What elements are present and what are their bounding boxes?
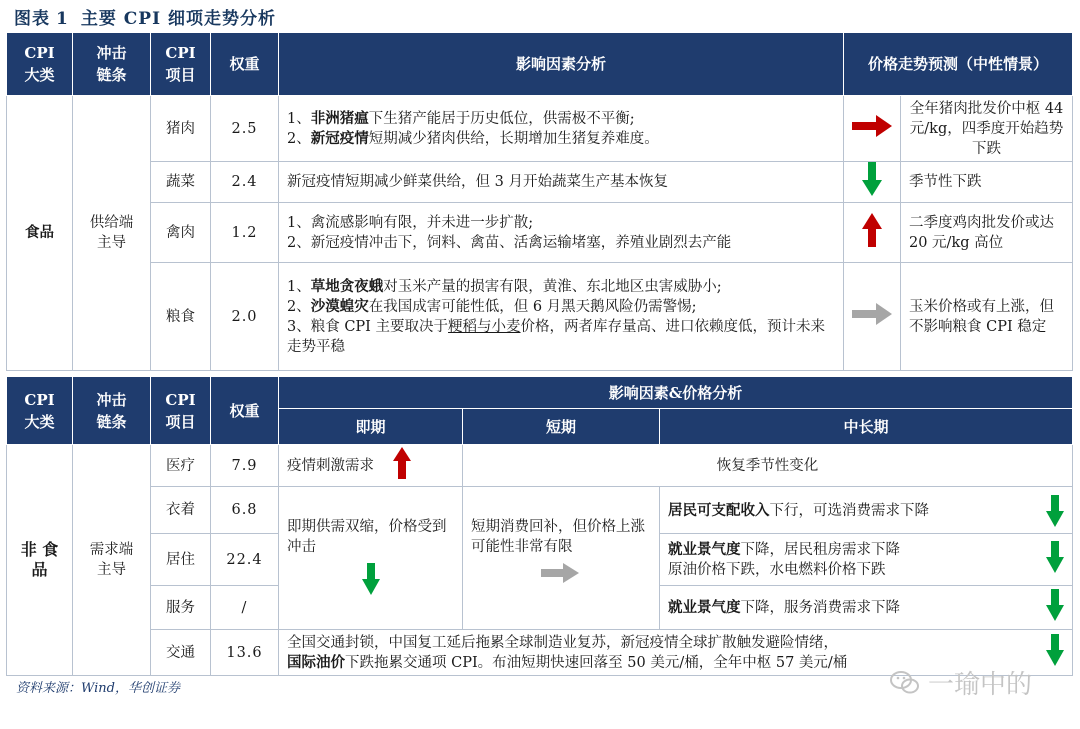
item-transport: 交通 — [151, 630, 211, 676]
header-price-forecast: 价格走势预测（中性情景） — [844, 33, 1073, 96]
up-red-arrow-icon — [393, 447, 411, 485]
demand-chain-cell: 需求端 主导 — [73, 445, 151, 676]
item-vegetables: 蔬菜 — [151, 162, 211, 203]
forecast-pork: 全年猪肉批发价中枢 44 元/kg，四季度开始趋势下跌 — [901, 96, 1073, 162]
header2-immediate: 即期 — [279, 409, 463, 445]
weight-service: / — [211, 586, 279, 630]
immediate-medical: 疫情刺激需求 — [279, 445, 463, 487]
item-clothing: 衣着 — [151, 487, 211, 534]
down-green-arrow-icon — [1046, 589, 1064, 627]
down-green-arrow-icon — [1046, 495, 1064, 533]
weight-vegetables: 2.4 — [211, 162, 279, 203]
down-green-arrow-icon — [844, 162, 901, 203]
weight-pork: 2.5 — [211, 96, 279, 162]
header2-shock-chain: 冲击 链条 — [73, 377, 151, 445]
factors-poultry: 1、禽流感影响有限，并未进一步扩散; 2、新冠疫情冲击下，饲料、禽苗、活禽运输堵塞，养殖业剧烈去产能 — [279, 203, 844, 263]
right-gray-arrow-icon — [471, 563, 651, 589]
header-factor-analysis: 影响因素分析 — [279, 33, 844, 96]
weight-medical: 7.9 — [211, 445, 279, 487]
header2-long-term: 中长期 — [660, 409, 1073, 445]
long-service: 就业景气度下降，服务消费需求下降 — [660, 586, 1073, 630]
item-grain: 粮食 — [151, 263, 211, 371]
nonfood-category-cell: 非 食 品 — [7, 445, 73, 676]
long-clothing: 居民可支配收入下行，可选消费需求下降 — [660, 487, 1073, 534]
down-green-arrow-icon — [1046, 541, 1064, 579]
header-weight: 权重 — [211, 33, 279, 96]
header-shock-chain: 冲击 链条 — [73, 33, 151, 96]
header2-analysis: 影响因素&价格分析 — [279, 377, 1073, 409]
factors-pork: 1、非洲猪瘟下生猪产能居于历史低位，供需极不平衡; 2、新冠疫情短期减少猪肉供给，长期增加生猪复养难度。 — [279, 96, 844, 162]
item-service: 服务 — [151, 586, 211, 630]
figure-title — [14, 4, 276, 29]
header2-weight: 权重 — [211, 377, 279, 445]
weight-housing: 22.4 — [211, 534, 279, 586]
figure-number: 1 — [56, 9, 69, 29]
factors-grain: 1、草地贪夜蛾对玉米产量的损害有限，黄淮、东北地区虫害威胁小; 2、沙漠蝗灾在我国成害可能性低，但 6 月黑天鹅风险仍需警惕; 3、粮食 CPI 主要取决于粳稻与小麦价格，两者库存量高、进口依赖度低，预计未来走势平稳 — [279, 263, 844, 371]
food-category-cell: 食品 — [7, 96, 73, 371]
header-cpi-item: CPI 项目 — [151, 33, 211, 96]
up-red-arrow-icon — [844, 203, 901, 263]
forecast-poultry: 二季度鸡肉批发价或达 20 元/kg 高位 — [901, 203, 1073, 263]
item-housing: 居住 — [151, 534, 211, 586]
medical-rest: 恢复季节性变化 — [463, 445, 1073, 487]
down-green-arrow-icon — [287, 563, 454, 601]
short-merged: 短期消费回补，但价格上涨可能性非常有限 — [463, 487, 660, 630]
figure-title-text: 主要 CPI 细项走势分析 — [80, 9, 276, 29]
weight-grain: 2.0 — [211, 263, 279, 371]
weight-clothing: 6.8 — [211, 487, 279, 534]
transport-analysis: 全国交通封锁，中国复工延后拖累全球制造业复苏，新冠疫情全球扩散触发避险情绪， 国际油价下跌拖累交通项 CPI。布油短期快速回落至 50 美元/桶，全年中枢 57 美元/桶 — [279, 630, 1073, 676]
weight-transport: 13.6 — [211, 630, 279, 676]
watermark: 一瑜中的 — [890, 664, 1032, 701]
item-pork: 猪肉 — [151, 96, 211, 162]
immediate-merged: 即期供需双缩，价格受到冲击 — [279, 487, 463, 630]
weight-poultry: 1.2 — [211, 203, 279, 263]
forecast-grain: 玉米价格或有上涨，但不影响粮食 CPI 稳定 — [901, 263, 1073, 371]
header2-short-term: 短期 — [463, 409, 660, 445]
supply-chain-cell: 供给端 主导 — [73, 96, 151, 371]
food-cpi-table — [6, 32, 1073, 371]
header2-cpi-item: CPI 项目 — [151, 377, 211, 445]
forecast-vegetables: 季节性下跌 — [901, 162, 1073, 203]
header2-cpi-category: CPI 大类 — [7, 377, 73, 445]
source-note: 资料来源：Wind，华创证券 — [16, 681, 180, 696]
nonfood-cpi-table — [6, 376, 1073, 676]
wechat-icon — [890, 670, 920, 696]
factors-vegetables: 新冠疫情短期减少鲜菜供给，但 3 月开始蔬菜生产基本恢复 — [279, 162, 844, 203]
item-medical: 医疗 — [151, 445, 211, 487]
down-green-arrow-icon — [1046, 634, 1064, 672]
right-gray-arrow-icon — [844, 263, 901, 371]
right-red-arrow-icon — [844, 96, 901, 162]
figure-label: 图表 — [14, 9, 50, 29]
long-housing: 就业景气度下降，居民租房需求下降 原油价格下跌，水电燃料价格下跌 — [660, 534, 1073, 586]
item-poultry: 禽肉 — [151, 203, 211, 263]
header-cpi-category: CPI 大类 — [7, 33, 73, 96]
